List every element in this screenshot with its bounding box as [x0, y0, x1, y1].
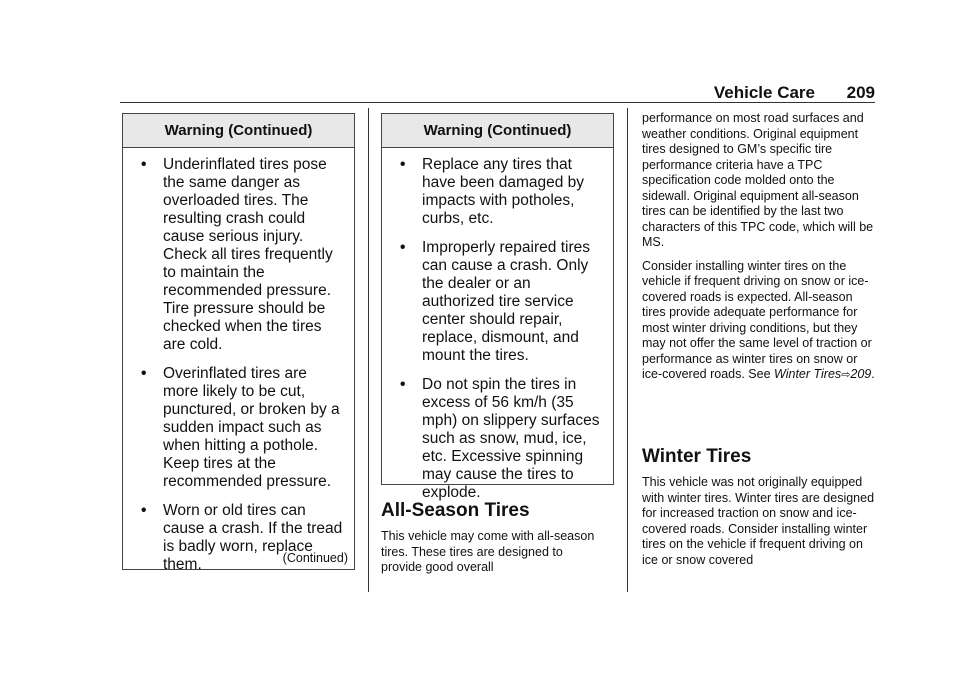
warning-item: • Underinflated tires pose the same danger as overloaded tires. The resulting crash could cause serious injury. Check all tires frequently to maintain the recommended pressure. Tire pressure should be checked when the tires are cold. [141, 156, 333, 353]
warning-item: • Replace any tires that have been damaged by impacts with potholes, curbs, etc. [400, 156, 585, 227]
page-header [120, 80, 875, 103]
warning-title: Warning (Continued) [382, 114, 613, 148]
section-title-all-season: All-Season Tires [381, 500, 530, 521]
paragraph: Consider installing winter tires on the vehicle if frequent driving on snow or ice-covered roads is expected. All-season tires provide adequate performance for most winter driving conditions, but they may not offer the same level of traction or performance as winter tires on snow or ice-covered roads. See Winter Tires⇨209. [642, 258, 875, 381]
page-number: 209 [846, 83, 875, 102]
warning-item: • Improperly repaired tires can cause a crash. Only the dealer or an authorized tire service center should repair, replace, dismount, and mount the tires. [400, 239, 590, 364]
cross-reference-page[interactable]: 209 [850, 367, 872, 381]
bullet-icon: • [400, 156, 406, 173]
continued-label: (Continued) [282, 551, 348, 565]
bullet-icon: • [400, 239, 406, 256]
bullet-icon: • [141, 156, 147, 173]
column-divider-left [368, 108, 369, 592]
warning-item: • Overinflated tires are more likely to be cut, punctured, or broken by a sudden impact such as when hitting a pothole. Keep tires at the recommended pressure. [141, 365, 340, 490]
header-title: Vehicle Care [713, 83, 815, 102]
warning-list [123, 148, 354, 574]
all-season-text: This vehicle may come with all-season tires. These tires are designed to provide good overall [381, 529, 595, 574]
section-title-winter: Winter Tires [642, 446, 752, 467]
column-divider-right [627, 108, 628, 592]
bullet-icon: • [141, 365, 147, 382]
warning-item: • Do not spin the tires in excess of 56 km/h (35 mph) on slippery surfaces such as snow, mud, ice, etc. Excessive spinning may cause the tires to explode. [400, 376, 600, 501]
warning-title: Warning (Continued) [123, 114, 354, 148]
page-reference-icon: ⇨ [841, 369, 851, 381]
paragraph: performance on most road surfaces and weather conditions. Original equipment tires designed to GM’s specific tire performance criteria have a TPC specification code molded onto the sidewall. Original equipment all-season tires can be identified by the last two characters of this TPC code, which will be MS. [642, 111, 874, 249]
winter-text: This vehicle was not originally equipped with winter tires. Winter tires are designed for increased traction on snow and ice-covered roads. Consider installing winter tires on the vehicle if frequent driving on ice or snow covered [642, 475, 875, 567]
cross-reference-link[interactable]: Winter Tires [774, 367, 842, 381]
bullet-icon: • [141, 502, 147, 519]
right-column-text [642, 111, 878, 392]
warning-box-left [122, 113, 355, 573]
warning-item: • Worn or old tires can cause a crash. If the tread is badly worn, replace them. [141, 502, 343, 573]
warning-box-middle [381, 113, 614, 501]
warning-list [382, 148, 613, 502]
bullet-icon: • [400, 376, 406, 393]
